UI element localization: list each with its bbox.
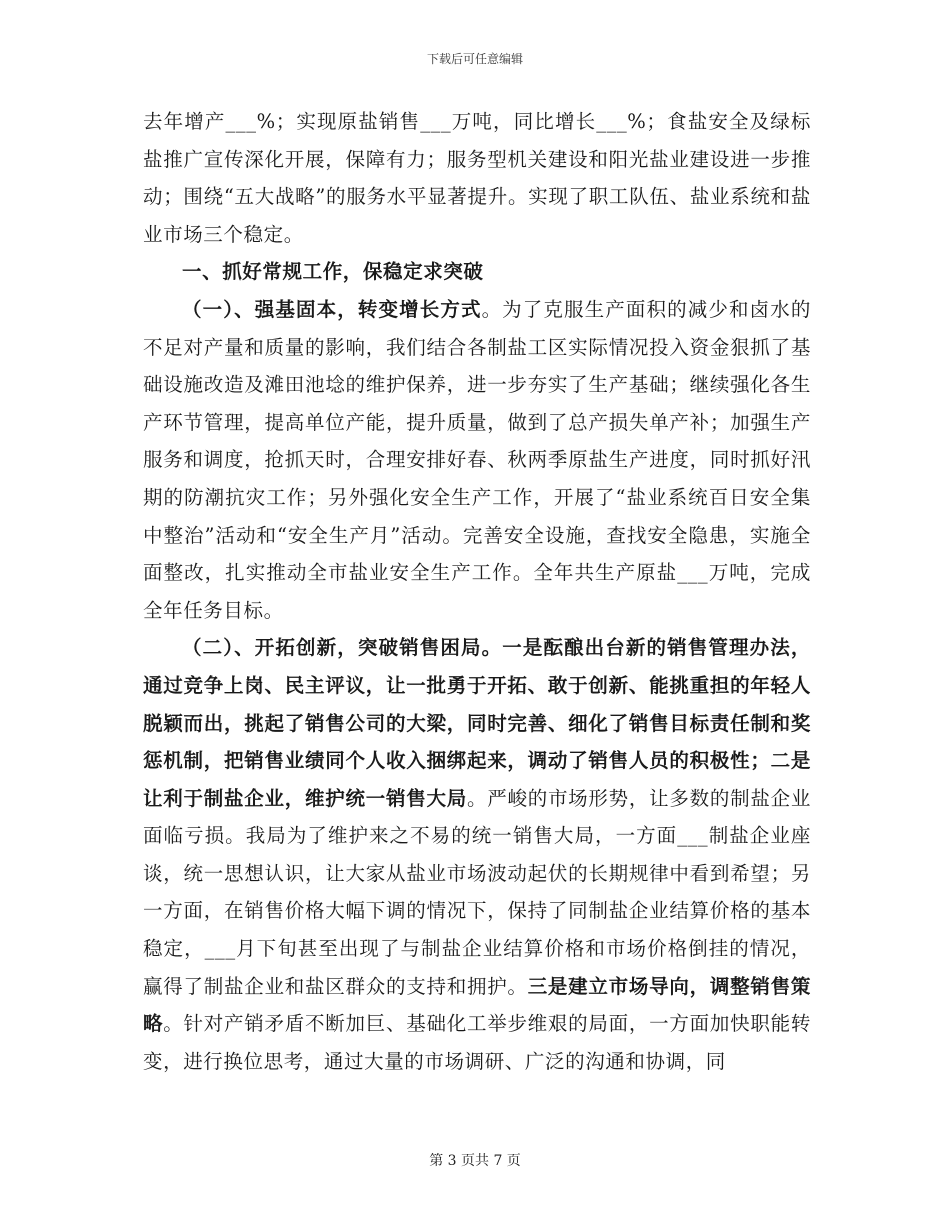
section-heading: 一、抓好常规工作，保稳定求突破	[182, 260, 484, 284]
page-header: 下载后可任意编辑	[426, 52, 523, 66]
paragraph-sales-text: 。严峻的市场形势，让多数的制盐企业面临亏损。我局为了维护来之不易的统一销售大局，一方面___制盐企业座谈，统一思想认识，让大家从盐业市场波动起伏的长期规律中看到希望；另一方面，在销售价格大幅下调的情况下，保持了同制盐企业结算价格的基本稳定，___月下旬甚至出现了与制盐企业结算价格和市场价格倒挂的情况，赢得了制盐企业和盐区群众的支持和拥护。	[143, 786, 811, 998]
document-body	[143, 103, 811, 1080]
paragraph-sales	[143, 629, 811, 1080]
paragraph-summary: 去年增产___%；实现原盐销售___万吨，同比增长___%；食盐安全及绿标盐推广宣传深化开展，保障有力；服务型机关建设和阳光盐业建设进一步推动；围绕“五大战略”的服务水平显著提升。实现了职工队伍、盐业系统和盐业市场三个稳定。	[143, 110, 811, 246]
page-footer: 第 3 页共 7 页	[429, 1153, 521, 1169]
paragraph-production-text: 。为了克服生产面积的减少和卤水的不足对产量和质量的影响，我们结合各制盐工区实际情况投入资金狠抓了基础设施改造及滩田池埝的维护保养，进一步夯实了生产基础；继续强化各生产环节管理，提高单位产能，提升质量，做到了总产损失单产补；加强生产服务和调度，抢抓天时，合理安排好春、秋两季原盐生产进度，同时抓好汛期的防潮抗灾工作；另外强化安全生产工作，开展了“盐业系统百日安全集中整治”活动和“安全生产月”活动。完善安全设施，查找安全隐患，实施全面整改，扎实推动全市盐业安全生产工作。全年共生产原盐___万吨，完成全年任务目标。	[143, 297, 811, 622]
paragraph-production	[143, 291, 811, 629]
subheading-production: （一）、强基固本，转变增长方式	[182, 297, 482, 321]
subheading-market: 三是建立市场导向，调整销售策略	[143, 974, 811, 1036]
subheading-sales: （二）、开拓创新，突破销售困局。一是酝酿出台新的销售管理办法，通过竞争上岗、民主评议，让一批勇于开拓、敢于创新、能挑重担的年轻人脱颖而出，挑起了销售公司的大梁，同时完善、细化了销售目标责任制和奖惩机制，把销售业绩同个人收入捆绑起来，调动了销售人员的积极性；二是让利于制盐企业，维护统一销售大局	[143, 636, 811, 810]
paragraph-market-text: 。针对产销矛盾不断加巨、基础化工举步维艰的局面，一方面加快职能转变，进行换位思考，通过大量的市场调研、广泛的沟通和协调，同	[143, 1012, 811, 1073]
